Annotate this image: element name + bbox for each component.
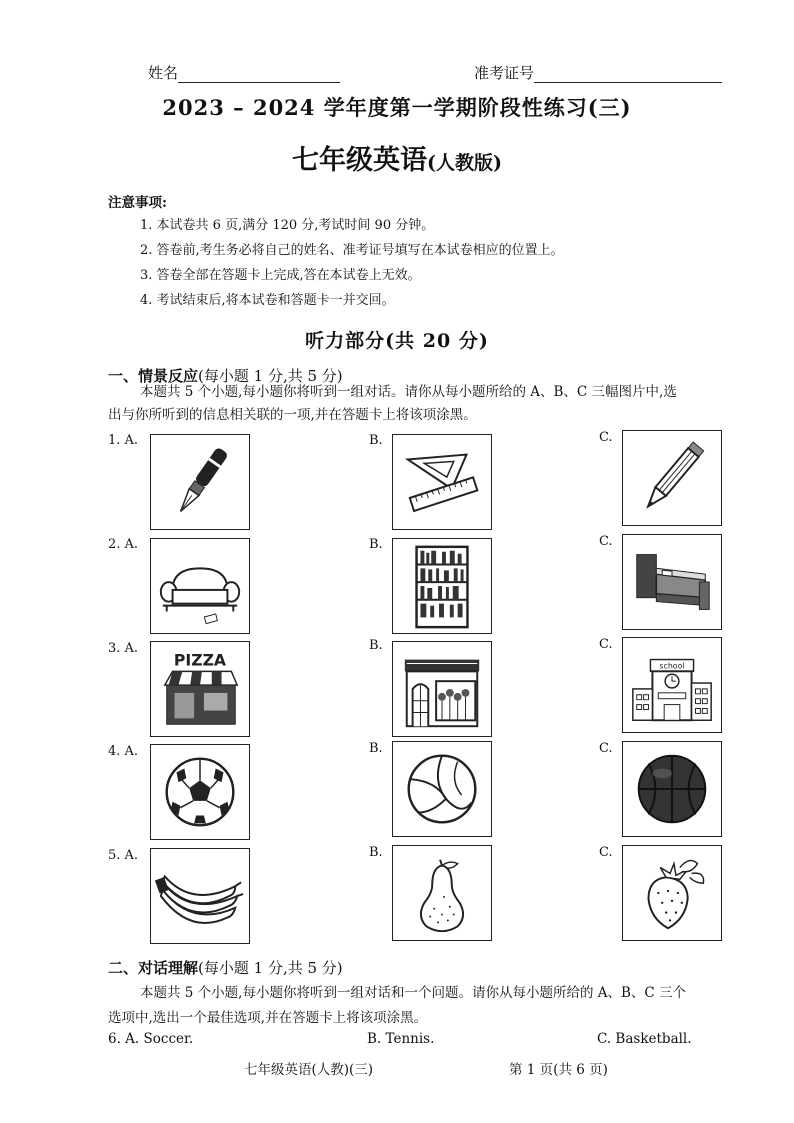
strawberry-icon bbox=[623, 846, 721, 940]
footer-subject: 七年级英语(人教)(三) bbox=[244, 1062, 374, 1078]
footer-page-number: 第 1 页(共 6 页) bbox=[509, 1062, 608, 1078]
notice-item-4: 4. 考试结束后,将本试卷和答题卡一并交回。 bbox=[140, 293, 395, 308]
bed-icon bbox=[623, 535, 721, 629]
name-blank bbox=[178, 68, 340, 83]
q2-label-b: B. bbox=[369, 537, 383, 552]
q4-label-a: 4. A. bbox=[108, 744, 139, 759]
q1-option-a-image bbox=[150, 434, 250, 530]
notice-item-1: 1. 本试卷共 6 页,满分 120 分,考试时间 90 分钟。 bbox=[140, 218, 435, 233]
basketball-icon bbox=[623, 742, 721, 836]
part1-instructions-2: 出与你所听到的信息相关联的一项,并在答题卡上将该项涂黑。 bbox=[108, 407, 477, 423]
q3-label-c: C. bbox=[599, 637, 613, 652]
part2-score-note: (每小题 1 分,共 5 分) bbox=[198, 959, 343, 977]
notice-item-3: 3. 答卷全部在答题卡上完成,答在本试卷上无效。 bbox=[140, 268, 421, 283]
q4-label-c: C. bbox=[599, 741, 613, 756]
q1-label-a: 1. A. bbox=[108, 433, 139, 448]
fountain-pen-icon bbox=[151, 435, 249, 529]
part1-title: 一、情景反应 bbox=[108, 367, 199, 385]
q2-label-c: C. bbox=[599, 534, 613, 549]
part2-instructions-1: 本题共 5 个小题,每小题你将听到一组对话和一个问题。请你从每小题所给的 A、B、C 三个 bbox=[140, 985, 687, 1001]
q5-label-c: C. bbox=[599, 845, 613, 860]
q3-label-b: B. bbox=[369, 638, 383, 653]
q5-option-c-image bbox=[622, 845, 722, 941]
q2-label-a: 2. A. bbox=[108, 537, 139, 552]
q2-option-b-image bbox=[392, 538, 492, 634]
pear-icon bbox=[393, 846, 491, 940]
q6-option-b: B. Tennis. bbox=[367, 1031, 435, 1047]
q3-option-c-image bbox=[622, 637, 722, 733]
pizza-shop-icon bbox=[151, 642, 249, 736]
q4-option-a-image bbox=[150, 744, 250, 840]
q2-option-a-image bbox=[150, 538, 250, 634]
q1-label-c: C. bbox=[599, 430, 613, 445]
exam-title: 2023 – 2024 学年度第一学期阶段性练习(三) bbox=[162, 95, 632, 120]
q1-option-b-image bbox=[392, 434, 492, 530]
part2-instructions-2: 选项中,选出一个最佳选项,并在答题卡上将该项涂黑。 bbox=[108, 1010, 428, 1026]
q3-label-a: 3. A. bbox=[108, 641, 139, 656]
name-label: 姓名 bbox=[148, 64, 179, 82]
flower-shop-icon bbox=[393, 642, 491, 736]
sofa-icon bbox=[151, 539, 249, 633]
q4-option-c-image bbox=[622, 741, 722, 837]
subject-title-edition: (人教版) bbox=[427, 152, 502, 174]
pizza-shop-sign: PIZZA bbox=[173, 650, 227, 670]
part1-score-note: (每小题 1 分,共 5 分) bbox=[198, 367, 343, 385]
q4-label-b: B. bbox=[369, 741, 383, 756]
exam-number-blank bbox=[534, 68, 722, 83]
school-sign: school bbox=[659, 661, 685, 671]
notice-item-2: 2. 答卷前,考生务必将自己的姓名、准考证号填写在本试卷相应的位置上。 bbox=[140, 243, 564, 258]
listening-heading: 听力部分(共 20 分) bbox=[305, 330, 489, 352]
exam-number-field bbox=[474, 62, 722, 83]
q1-option-c-image bbox=[622, 430, 722, 526]
q3-option-b-image bbox=[392, 641, 492, 737]
soccer-ball-icon bbox=[151, 745, 249, 839]
ruler-set-icon bbox=[393, 435, 491, 529]
part1-instructions-1: 本题共 5 个小题,每小题你将听到一组对话。请你从每小题所给的 A、B、C 三幅图片中,选 bbox=[140, 384, 677, 400]
exam-number-label: 准考证号 bbox=[474, 64, 535, 82]
q5-label-a: 5. A. bbox=[108, 848, 139, 863]
part2-title: 二、对话理解 bbox=[108, 959, 199, 977]
q5-label-b: B. bbox=[369, 845, 383, 860]
q1-label-b: B. bbox=[369, 433, 383, 448]
q4-option-b-image bbox=[392, 741, 492, 837]
bookcase-icon bbox=[393, 539, 491, 633]
pencil-icon bbox=[623, 431, 721, 525]
volleyball-icon bbox=[393, 742, 491, 836]
q2-option-c-image bbox=[622, 534, 722, 630]
part2-heading bbox=[108, 957, 343, 978]
q5-option-b-image bbox=[392, 845, 492, 941]
bananas-icon bbox=[151, 849, 249, 943]
name-field bbox=[148, 62, 340, 83]
school-building-icon bbox=[623, 638, 721, 732]
q6-option-a: 6. A. Soccer. bbox=[108, 1031, 194, 1047]
q6-option-c: C. Basketball. bbox=[597, 1031, 692, 1047]
q3-option-a-image bbox=[150, 641, 250, 737]
subject-title-main: 七年级英语 bbox=[292, 145, 427, 176]
notice-heading: 注意事项: bbox=[108, 195, 167, 211]
subject-title bbox=[0, 138, 794, 177]
q5-option-a-image bbox=[150, 848, 250, 944]
